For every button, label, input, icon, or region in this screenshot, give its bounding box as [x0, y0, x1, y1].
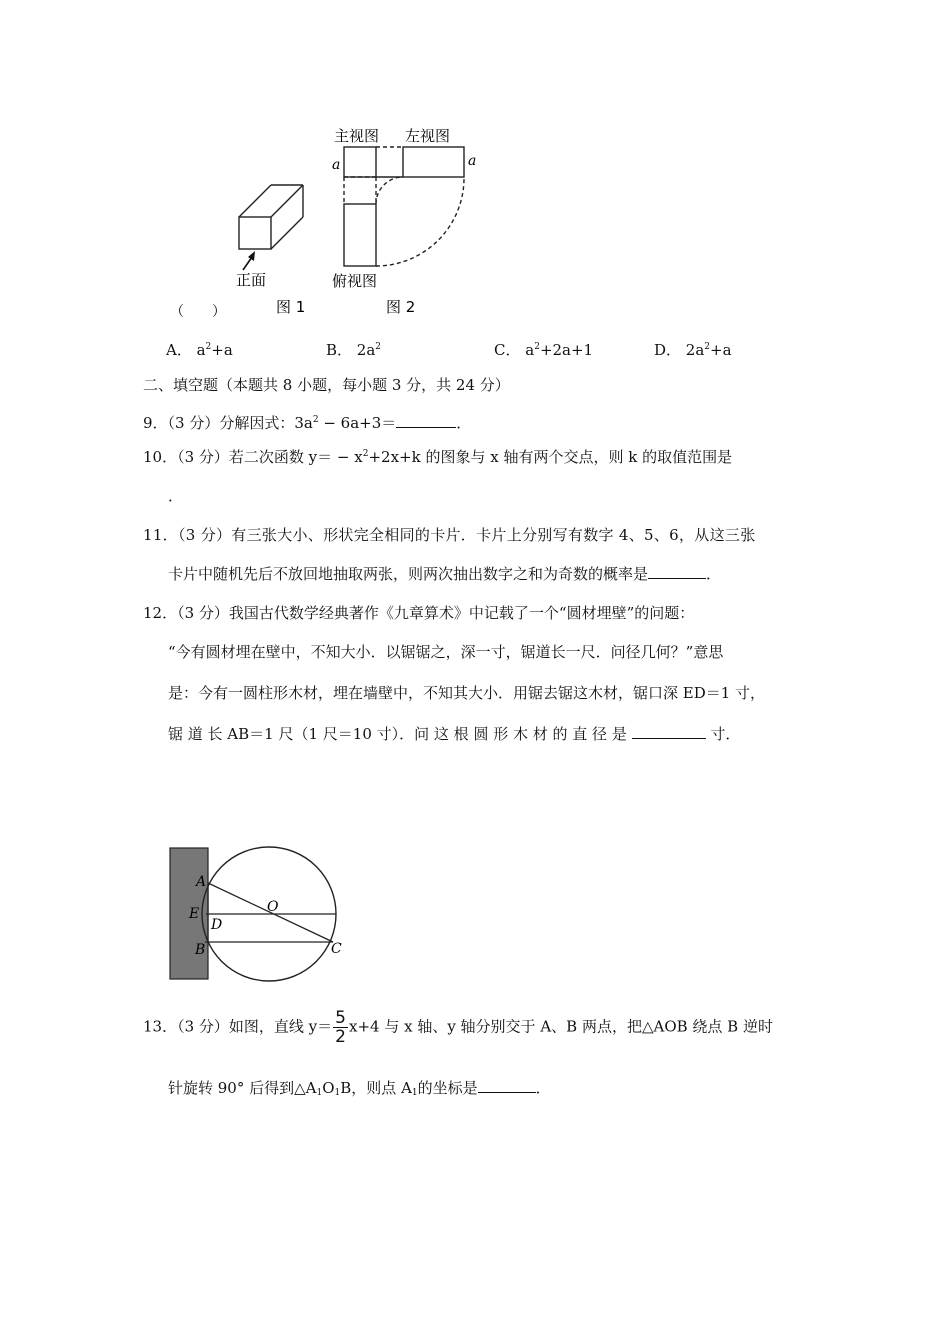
figure1-caption: 图 1 — [276, 298, 306, 316]
question-12-line4: 锯 道 长 AB＝1 尺（1 尺＝10 寸）．问 这 根 圆 形 木 材 的 直 径 是 寸． — [168, 725, 741, 743]
question-12-line3: 是：今有一圆柱形木材，埋在墙壁中，不知其大小．用锯去锯这木材，锯口深 ED＝1 寸， — [168, 684, 766, 702]
answer-blank[interactable] — [478, 1091, 536, 1093]
point-o-label: O — [267, 899, 279, 915]
prism-figure — [239, 185, 303, 249]
main-view-rect — [344, 147, 376, 177]
question-10-end: ． — [168, 487, 184, 505]
point-a-label: A — [196, 874, 207, 890]
question-12-line1: 12．（3 分）我国古代数学经典著作《九章算术》中记载了一个“圆材埋壁”的问题： — [143, 604, 695, 622]
three-view-figure — [228, 120, 488, 320]
question-12-line2: “今有圆材埋在壁中，不知大小．以锯锯之，深一寸，锯道长一尺．问径几何？”意思 — [168, 643, 724, 661]
answer-parentheses: （ ） — [170, 304, 226, 320]
option-d: D． $2a^2+a$ — [654, 341, 732, 359]
option-b: B． $2a^2$ — [326, 341, 382, 359]
option-c: C． $a^2+2a+1$ — [494, 341, 594, 359]
dim-a-right: a — [468, 153, 477, 169]
question-10: 10．（3 分）若二次函数 $y= - x^2+2x+k$ 的图象与 x 轴有两个交点，则 k 的取值范围是 — [143, 448, 733, 466]
answer-blank[interactable] — [648, 577, 706, 579]
question-13-line1: 13．（3 分）如图，直线 y＝ $\frac{5}{2}$ x+4 与 x 轴、y 轴分别交于 A、B 两点，把△AOB 绕点 B 逆时 — [143, 1008, 773, 1047]
question-11-line2: 卡片中随机先后不放回地抽取两张，则两次抽出数字之和为奇数的概率是 ． — [168, 565, 722, 583]
top-view-label: 俯视图 — [332, 272, 378, 290]
top-view-rect — [344, 204, 376, 266]
left-view-label: 左视图 — [405, 127, 451, 145]
fraction: $\frac{5}{2}$ — [335, 1008, 346, 1047]
main-view-label: 主视图 — [334, 127, 380, 145]
dim-a-left: a — [332, 157, 341, 173]
answer-blank[interactable] — [632, 737, 706, 739]
point-c-label: C — [331, 941, 342, 957]
views-drawing — [344, 147, 464, 266]
question-13-line2: 针旋转 90° 后得到$\triangle A_1O_1B$，则点 $A_1$的坐标是 ． — [168, 1079, 551, 1098]
point-b-label: B — [195, 942, 206, 958]
point-e-label: E — [189, 906, 200, 922]
figure2-caption: 图 2 — [386, 298, 416, 316]
point-d-label: D — [211, 917, 223, 933]
front-arrow-icon — [243, 251, 255, 270]
front-label: 正面 — [236, 271, 267, 289]
answer-blank[interactable] — [396, 426, 456, 428]
section-heading: 二、填空题（本题共 8 小题，每小题 3 分，共 24 分） — [143, 376, 510, 394]
option-a: A． $a^2+a$ — [166, 341, 233, 359]
question-9: 9．（3 分）分解因式：$3a^2 - 6a+3=$ ． — [143, 414, 472, 432]
question-11-line1: 11．（3 分）有三张大小、形状完全相同的卡片．卡片上分别写有数字 4、5、6，从这三张 — [143, 526, 756, 544]
circle-wall-figure — [165, 843, 360, 983]
left-view-rect — [403, 147, 464, 177]
